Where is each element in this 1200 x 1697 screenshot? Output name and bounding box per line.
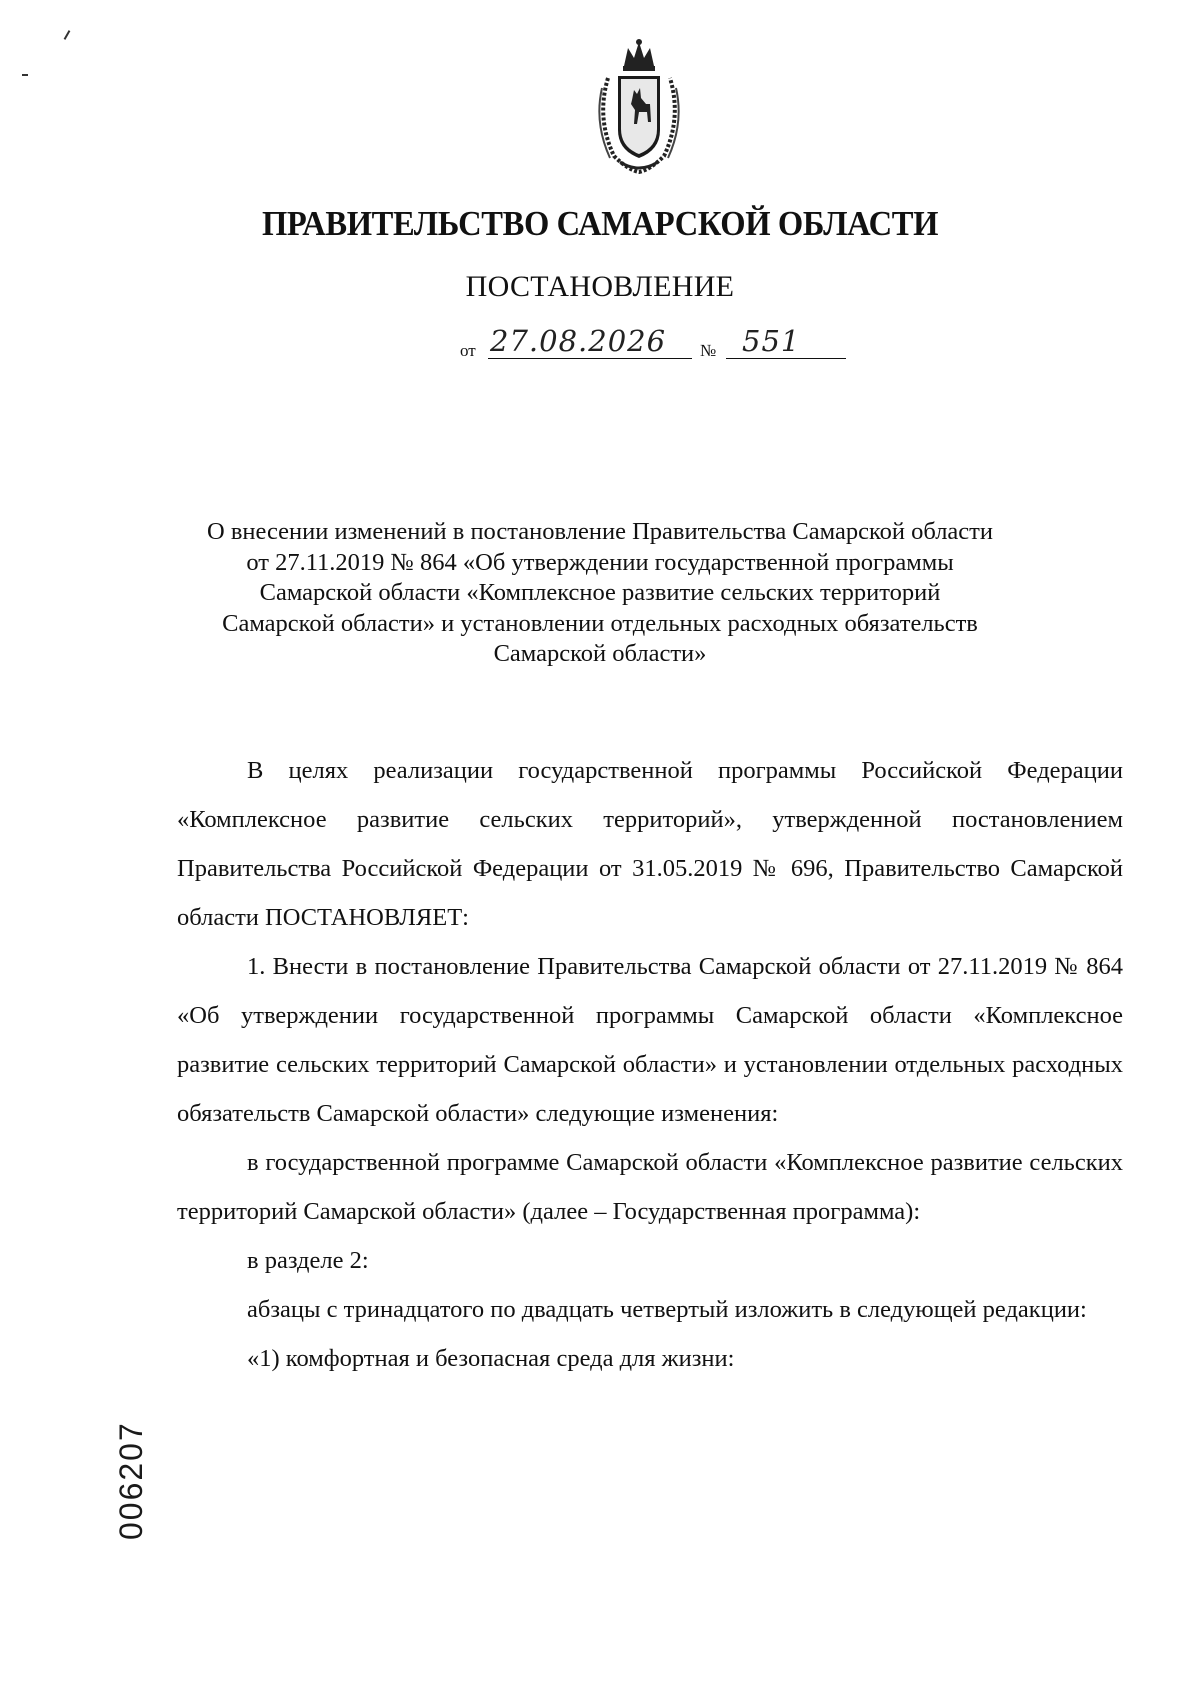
paragraph-quote-start: «1) комфортная и безопасная среда для жизни: (247, 1345, 735, 1372)
document-subject (150, 517, 1050, 670)
subject-line: от 27.11.2019 № 864 «Об утверждении государственной программы (246, 548, 954, 576)
number-underline (726, 358, 846, 359)
samara-coat-of-arms-icon (594, 38, 684, 176)
date-number-line (460, 322, 860, 366)
document-body (177, 746, 1123, 1383)
document-date: 27.08.2026 (490, 324, 667, 358)
scan-mark (64, 30, 71, 40)
subject-line: Самарской области» и установлении отдельных расходных обязательств (222, 609, 978, 637)
subject-line: Самарской области» (493, 640, 707, 667)
document-type: ПОСТАНОВЛЕНИЕ (465, 270, 735, 303)
date-underline (488, 358, 692, 359)
paragraph-section: в разделе 2: (247, 1247, 369, 1274)
date-prefix: от (460, 341, 476, 360)
scan-mark (22, 74, 28, 76)
government-title: ПРАВИТЕЛЬСТВО САМАРСКОЙ ОБЛАСТИ (261, 204, 939, 243)
document-number: 551 (742, 324, 801, 358)
sheet-serial-number: 006207 (113, 1421, 149, 1540)
number-prefix: № (700, 341, 717, 360)
subject-line: О внесении изменений в постановление Правительства Самарской области (207, 518, 993, 545)
paragraph-paragraphs: абзацы с тринадцатого по двадцать четвертый изложить в следующей редакции: (247, 1296, 1087, 1323)
paragraph-item-1: 1. Внести в постановление Правительства Самарской области от 27.11.2019 № 864 «Об утверждении государственной программы Самарской области «Комплексное развитие сельских территорий Самарской области» и установлении отдельных расходных обязательств Самарской области» следующие изменения: (177, 953, 1123, 1127)
subject-line: Самарской области «Комплексное развитие сельских территорий (259, 579, 941, 606)
paragraph-preamble: В целях реализации государственной программы Российской Федерации «Комплексное развитие сельских территорий», утвержденной постановлением Правительства Российской Федерации от 31.05.2019 № 696, Правительство Самарской области ПОСТАНОВЛЯЕТ: (177, 757, 1123, 931)
paragraph-program: в государственной программе Самарской области «Комплексное развитие сельских территорий Самарской области» (далее – Государственная программа): (177, 1149, 1123, 1225)
